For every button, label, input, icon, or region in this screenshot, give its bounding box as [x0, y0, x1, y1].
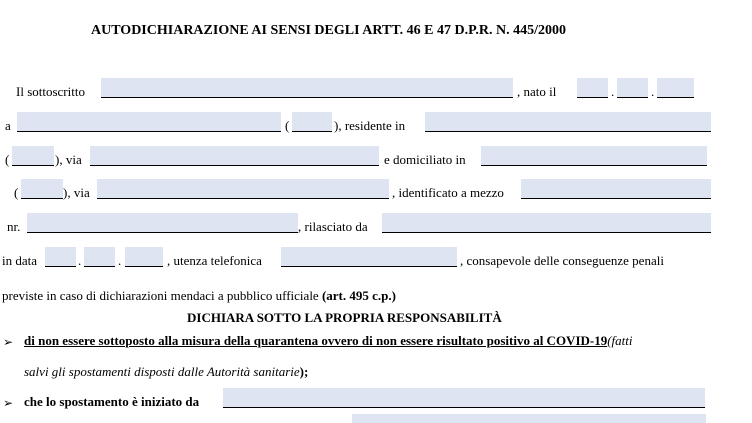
birth-year-field[interactable] — [657, 78, 694, 98]
bullet-quarantena — [24, 333, 633, 349]
domicile-street-field[interactable] — [97, 179, 389, 199]
residence-province-field[interactable] — [12, 146, 54, 166]
issue-day-field[interactable] — [45, 247, 76, 267]
issued-by-field[interactable] — [382, 213, 711, 233]
next-field[interactable] — [352, 414, 706, 423]
birth-month-field[interactable] — [617, 78, 648, 98]
domicile-province-field[interactable] — [21, 179, 63, 199]
quarantena-italic-2: salvi gli spostamenti disposti dalle Autorità sanitarie — [24, 364, 300, 379]
quarantena-italic: (fatti — [607, 333, 633, 348]
label-via: ), via — [63, 185, 90, 200]
issue-month-field[interactable] — [84, 247, 115, 267]
quarantena-text: di non essere sottoposto alla misura della quarantena ovvero di non essere risultato positivo al COVID-19 — [24, 333, 608, 348]
id-number-field[interactable] — [27, 213, 298, 233]
paren-open: ( — [5, 152, 10, 167]
arrow-bullet-icon: ➢ — [3, 335, 14, 349]
label-in-data: in data — [2, 253, 38, 268]
label-consapevole: , consapevole delle conseguenze penali — [460, 253, 664, 268]
label-nr: nr. — [7, 219, 21, 234]
date-separator: . — [611, 84, 615, 99]
label-utenza: , utenza telefonica — [167, 253, 262, 268]
quarantena-tail: ); — [299, 364, 309, 379]
residence-street-field[interactable] — [90, 146, 379, 166]
date-separator: . — [118, 253, 122, 268]
date-separator: . — [78, 253, 82, 268]
paren-open: ( — [285, 118, 290, 133]
phone-field[interactable] — [281, 247, 457, 267]
label-via: ), via — [55, 152, 82, 167]
label-a: a — [5, 118, 11, 133]
label-residente: ), residente in — [334, 118, 406, 133]
label-nato: , nato il — [517, 84, 557, 99]
text-previste — [2, 288, 396, 304]
issue-year-field[interactable] — [125, 247, 163, 267]
label-domiciliato: e domiciliato in — [384, 152, 466, 167]
birth-place-field[interactable] — [17, 112, 281, 132]
label-identificato: , identificato a mezzo — [392, 185, 504, 200]
paren-open: ( — [14, 185, 19, 200]
name-field[interactable] — [101, 78, 513, 98]
previste-text: previste in caso di dichiarazioni mendaci a pubblico ufficiale — [2, 288, 319, 303]
label-spostamento: che lo spostamento è iniziato da — [24, 394, 200, 409]
label-rilasciato: , rilasciato da — [298, 219, 368, 234]
bullet-quarantena-line2 — [24, 364, 308, 380]
article-reference: (art. 495 c.p.) — [321, 288, 396, 303]
id-document-field[interactable] — [521, 179, 711, 199]
page-title: AUTODICHIARAZIONE AI SENSI DEGLI ARTT. 46 E 47 D.P.R. N. 445/2000 — [91, 23, 566, 38]
departure-field[interactable] — [223, 388, 705, 408]
declare-heading: DICHIARA SOTTO LA PROPRIA RESPONSABILITÀ — [187, 310, 502, 325]
domicile-field[interactable] — [481, 146, 707, 166]
birth-province-field[interactable] — [292, 112, 332, 132]
residence-field[interactable] — [425, 112, 711, 132]
date-separator: . — [651, 84, 655, 99]
label-sottoscritto: Il sottoscritto — [16, 84, 85, 99]
birth-day-field[interactable] — [577, 78, 608, 98]
arrow-bullet-icon: ➢ — [3, 396, 14, 410]
